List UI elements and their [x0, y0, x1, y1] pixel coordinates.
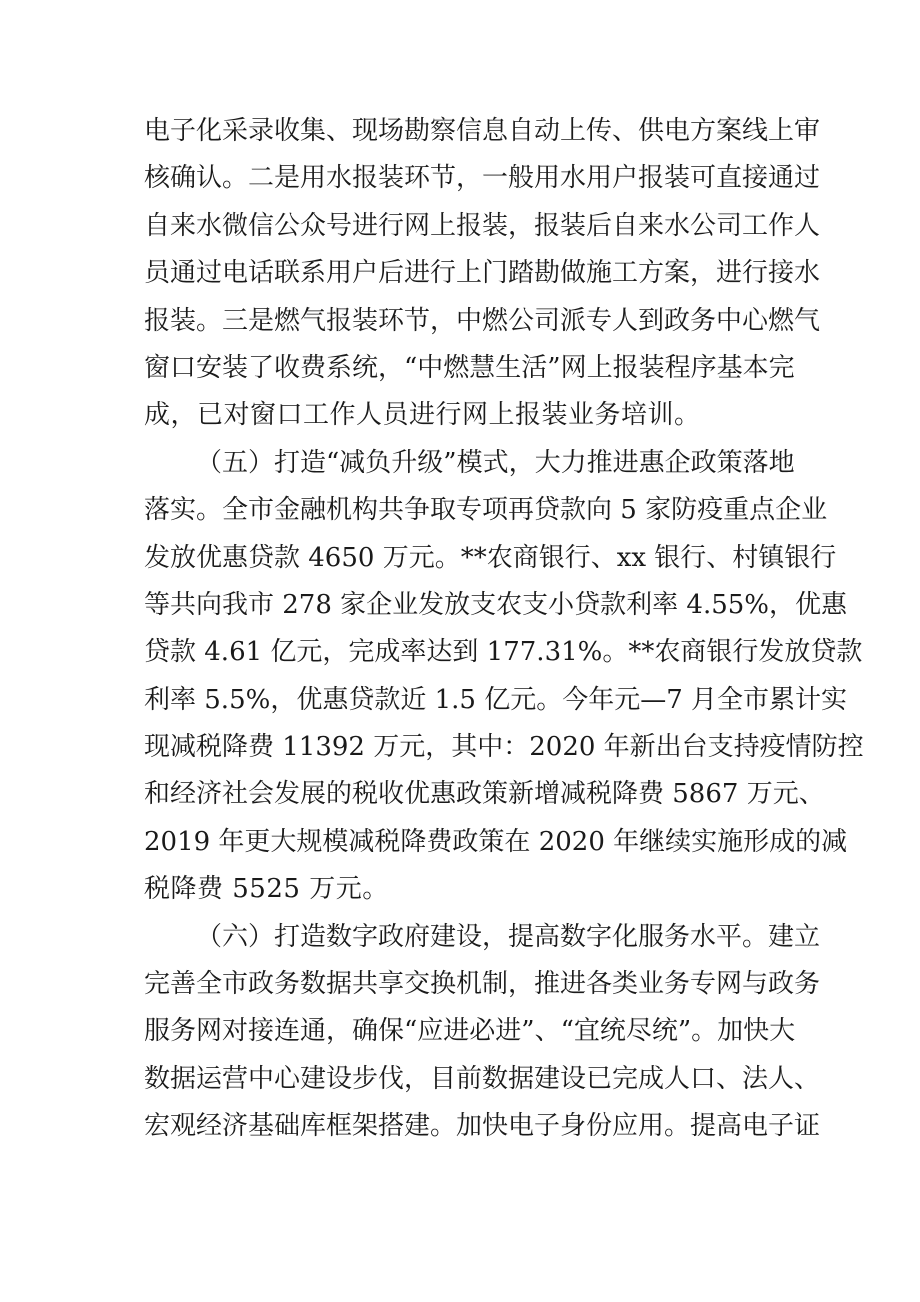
text-line: 2019 年更大规模减税降费政策在 2020 年继续实施形成的减: [144, 826, 848, 857]
section-heading-line: （五）打造“减负升级”模式，大力推进惠企政策落地: [196, 447, 795, 478]
text-line: 报装。三是燃气报装环节，中燃公司派专人到政务中心燃气: [144, 305, 821, 336]
section-heading-line: （六）打造数字政府建设，提高数字化服务水平。建立: [196, 921, 821, 952]
text-line: 和经济社会发展的税收优惠政策新增减税降费 5867 万元、: [144, 779, 825, 810]
text-line: 成，已对窗口工作人员进行网上报装业务培训。: [144, 400, 701, 431]
text-line: 利率 5.5%，优惠贷款近 1.5 亿元。今年元—7 月全市累计实: [144, 684, 848, 715]
text-line: 完善全市政务数据共享交换机制，推进各类业务专网与政务: [144, 969, 821, 1000]
text-line: 税降费 5525 万元。: [144, 874, 389, 905]
text-line: 自来水微信公众号进行网上报装，报装后自来水公司工作人: [144, 210, 821, 241]
text-line: 现减税降费 11392 万元，其中：2020 年新出台支持疫情防控: [144, 732, 864, 763]
text-line: 等共向我市 278 家企业发放支农支小贷款利率 4.55%，优惠: [144, 589, 848, 620]
text-line: 核确认。二是用水报装环节，一般用水用户报装可直接通过: [144, 163, 821, 194]
text-line: 窗口安装了收费系统，“中燃慧生活”网上报装程序基本完: [144, 352, 795, 383]
text-line: 服务网对接连通，确保“应进必进”、“宜统尽统”。加快大: [144, 1016, 796, 1047]
text-line: 电子化采录收集、现场勘察信息自动上传、供电方案线上审: [144, 116, 821, 146]
text-line: 发放优惠贷款 4650 万元。**农商银行、xx 银行、村镇银行: [144, 542, 837, 573]
text-line: 落实。全市金融机构共争取专项再贷款向 5 家防疫重点企业: [144, 495, 828, 526]
text-line: 员通过电话联系用户后进行上门踏勘做施工方案，进行接水: [144, 258, 821, 289]
document-body: [144, 108, 864, 1151]
text-line: 数据运营中心建设步伐，目前数据建设已完成人口、法人、: [144, 1063, 821, 1094]
text-line: 宏观经济基础库框架搭建。加快电子身份应用。提高电子证: [144, 1111, 821, 1142]
text-line: 贷款 4.61 亿元，完成率达到 177.31%。**农商银行发放贷款: [144, 637, 863, 668]
